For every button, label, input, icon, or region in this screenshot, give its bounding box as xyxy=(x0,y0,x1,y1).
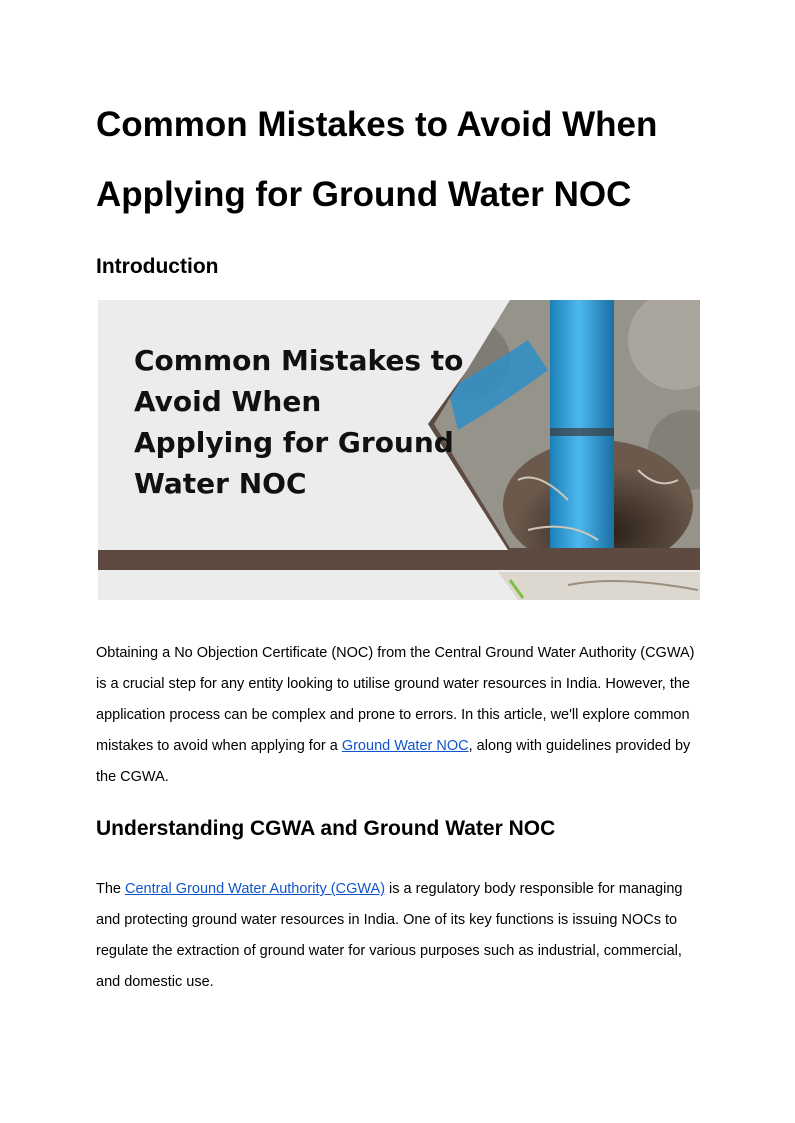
page-title: Common Mistakes to Avoid When Applying for Ground Water NOC xyxy=(96,105,658,214)
paragraph-text: is a regulatory body responsible for managing and protecting ground water resources in India. One of its key functions is issuing NOCs to regulate the extraction of ground water for various purposes such as industrial, commercial, and domestic use. xyxy=(96,881,683,990)
banner-image xyxy=(98,300,700,600)
paragraph-text: , along with guidelines provided by the CGWA. xyxy=(96,738,691,785)
paragraph-text: Obtaining a No Objection Certificate (NOC) from the Central Ground Water Authority (CGWA) is a crucial step for any entity looking to utilise ground water resources in India. However, the application process can be complex and prone to errors. In this article, we'll explore common mistakes to avoid when applying for a xyxy=(96,645,695,754)
cgwa-paragraph xyxy=(96,874,702,998)
banner-band xyxy=(98,550,700,570)
intro-heading: Introduction xyxy=(96,255,219,278)
paragraph-text: The xyxy=(96,881,126,897)
section-heading: Understanding CGWA and Ground Water NOC xyxy=(96,817,556,840)
cgwa-link[interactable]: Central Ground Water Authority (CGWA) xyxy=(125,881,386,897)
banner-title-line: Common Mistakes to xyxy=(134,344,464,377)
banner-title-line: Applying for Ground xyxy=(134,426,454,459)
banner-title-line: Avoid When xyxy=(134,385,322,418)
intro-paragraph xyxy=(96,638,702,793)
banner-title-line: Water NOC xyxy=(134,467,307,500)
ground-water-noc-link[interactable]: Ground Water NOC xyxy=(341,738,469,754)
